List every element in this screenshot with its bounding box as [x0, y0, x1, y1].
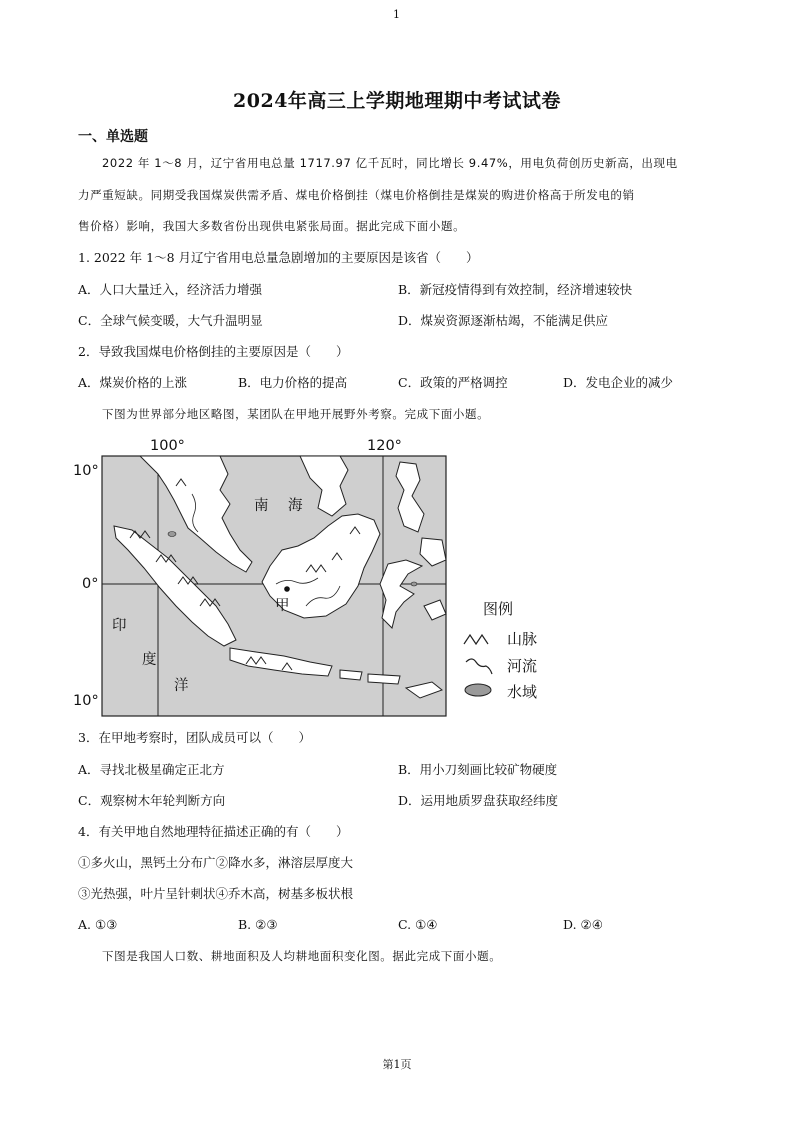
question-3-option-b[interactable]: B．用小刀刻画比较矿物硬度 [398, 762, 558, 777]
question-1-option-a[interactable]: A．人口大量迁入，经济活力增强 [78, 282, 263, 297]
passage-1-line-2: 力严重短缺。同期受我国煤炭供需矛盾、煤电价格倒挂（煤电价格倒挂是煤炭的购进价格高于所发电的销 [78, 188, 635, 202]
question-4-statement-line-2: ③光热强，叶片呈针刺状④乔木高，树基多板状根 [78, 886, 354, 901]
question-1-option-b[interactable]: B．新冠疫情得到有效控制，经济增速较快 [398, 282, 633, 297]
question-2-stem: 2．导致我国煤电价格倒挂的主要原因是（ ） [78, 344, 349, 359]
legend-water-label: 水域 [507, 683, 538, 701]
question-2-option-d[interactable]: D．发电企业的减少 [563, 375, 674, 390]
south-sea-label-2: 海 [288, 498, 303, 514]
legend-river-label: 河流 [507, 657, 538, 675]
question-4-option-c[interactable]: C. ①④ [398, 917, 438, 932]
question-4-stem: 4．有关甲地自然地理特征描述正确的有（ ） [78, 824, 349, 839]
passage-1-line-1: 2022 年 1～8 月，辽宁省用电总量 1717.97 亿千瓦时，同比增长 9.47%，用电负荷创历史新高，出现电 [102, 156, 678, 170]
question-2-option-c[interactable]: C．政策的严格调控 [398, 375, 508, 390]
bali-lombok [340, 670, 362, 680]
mountain-icon [464, 635, 488, 644]
lake-1 [168, 532, 176, 537]
south-sea-label-1: 南 [254, 498, 269, 514]
section-heading: 一、单选题 [78, 129, 148, 145]
question-3-option-c[interactable]: C．观察树木年轮判断方向 [78, 793, 226, 808]
passage-1-line-3: 售价格）影响，我国大多数省份出现供电紧张局面。据此完成下面小题。 [78, 219, 466, 233]
indian-ocean-label-1: 印 [112, 618, 127, 634]
river-icon [466, 659, 492, 674]
question-3-option-a[interactable]: A．寻找北极星确定正北方 [78, 762, 225, 777]
question-2-option-b[interactable]: B．电力价格的提高 [238, 375, 348, 390]
question-1-option-c[interactable]: C．全球气候变暖，大气升温明显 [78, 313, 263, 328]
question-4-option-b[interactable]: B. ②③ [238, 917, 278, 932]
page-footer: 第1页 [382, 1058, 412, 1071]
legend-title: 图例 [483, 600, 514, 618]
sumbawa-flores [368, 674, 400, 684]
latitude-top-label: 10° [73, 463, 99, 479]
map-figure [70, 434, 560, 724]
question-3-stem: 3．在甲地考察时，团队成员可以（ ） [78, 730, 311, 745]
longitude-left-label: 100° [150, 438, 185, 454]
latitude-equator-label: 0° [82, 576, 99, 592]
question-4-statement-line-1: ①多火山，黑钙土分布广②降水多，淋溶层厚度大 [78, 855, 354, 870]
indian-ocean-label-2: 度 [142, 652, 157, 668]
lake-2 [411, 582, 417, 586]
site-label: 甲 [275, 598, 290, 614]
question-4-option-d[interactable]: D. ②④ [563, 917, 603, 932]
question-1-option-d[interactable]: D．煤炭资源逐渐枯竭，不能满足供应 [398, 313, 609, 328]
longitude-right-label: 120° [367, 438, 402, 454]
question-2-option-a[interactable]: A．煤炭价格的上涨 [78, 375, 188, 390]
page-mark: 1 [393, 8, 400, 21]
question-1-stem: 1. 2022 年 1～8 月辽宁省用电总量急剧增加的主要原因是该省（ ） [78, 250, 479, 265]
latitude-bottom-label: 10° [73, 693, 99, 709]
water-body-icon [465, 684, 491, 696]
legend-mountain-label: 山脉 [507, 630, 538, 648]
question-3-option-d[interactable]: D．运用地质罗盘获取经纬度 [398, 793, 559, 808]
passage-3: 下图是我国人口数、耕地面积及人均耕地面积变化图。据此完成下面小题。 [102, 949, 502, 963]
passage-2: 下图为世界部分地区略图，某团队在甲地开展野外考察。完成下面小题。 [102, 407, 490, 421]
question-4-option-a[interactable]: A. ①③ [78, 917, 118, 932]
site-dot [284, 586, 290, 592]
page-title: 2024年高三上学期地理期中考试试卷 [233, 90, 561, 112]
indian-ocean-label-3: 洋 [174, 678, 189, 694]
map-legend [464, 600, 537, 701]
